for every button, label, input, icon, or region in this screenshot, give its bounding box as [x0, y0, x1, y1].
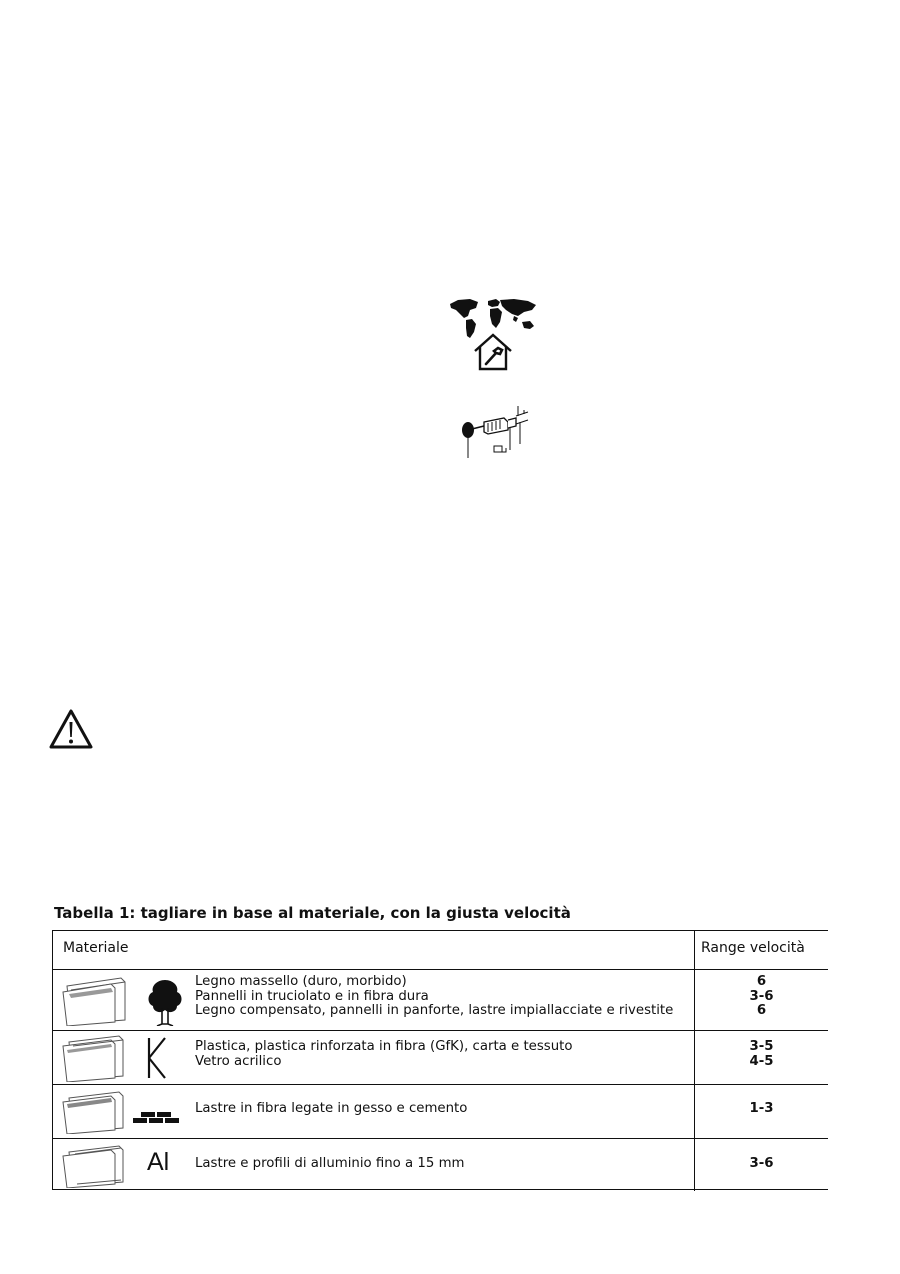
- table-row: [53, 1139, 828, 1191]
- materials-speed-table: [52, 930, 828, 1190]
- warning-icon: [48, 708, 94, 750]
- tree-icon: [149, 980, 182, 1026]
- speed-value: 4-5: [749, 1053, 774, 1069]
- brick-icon: [133, 1112, 179, 1123]
- speed-value: 3-5: [749, 1039, 774, 1054]
- plug-adapter-icon: [458, 402, 532, 460]
- plastic-k-icon: [149, 1038, 165, 1078]
- material-line: Vetro acrilico: [195, 1053, 282, 1069]
- material-line: Plastica, plastica rinforzata in fibra (GfK), carta e tessuto: [195, 1039, 573, 1054]
- table-row: [53, 1031, 828, 1085]
- material-line: Legno massello (duro, morbido): [195, 974, 407, 989]
- speed-value: 1-3: [749, 1101, 774, 1116]
- header-material: Materiale: [63, 940, 129, 956]
- table-title: Tabella 1: tagliare in base al materiale, con la giusta velocità: [54, 904, 571, 922]
- material-line: Lastre e profili di alluminio fino a 15 mm: [195, 1156, 465, 1171]
- world-service-icon: [448, 296, 540, 372]
- header-speed-range: Range velocità: [701, 940, 805, 956]
- material-line: Lastre in fibra legate in gesso e cemento: [195, 1101, 468, 1116]
- fiber-boards-icon: [61, 1090, 191, 1134]
- wood-boards-icon: [61, 976, 191, 1026]
- material-line: Pannelli in truciolato e in fibra dura: [195, 988, 429, 1004]
- speed-value: 3-6: [749, 988, 774, 1004]
- plastic-sheets-icon: [61, 1034, 191, 1082]
- speed-value: 3-6: [749, 1156, 774, 1171]
- aluminium-profiles-icon: [61, 1144, 141, 1188]
- material-line: Legno compensato, pannelli in panforte, lastre impiallacciate e rivestite: [195, 1003, 674, 1019]
- table-row: [53, 1085, 828, 1139]
- table-row: [53, 970, 828, 1031]
- speed-value: 6: [756, 974, 767, 989]
- table-header-row: [53, 931, 828, 970]
- speed-value: 6: [756, 1003, 767, 1019]
- aluminium-symbol: Al: [147, 1148, 170, 1176]
